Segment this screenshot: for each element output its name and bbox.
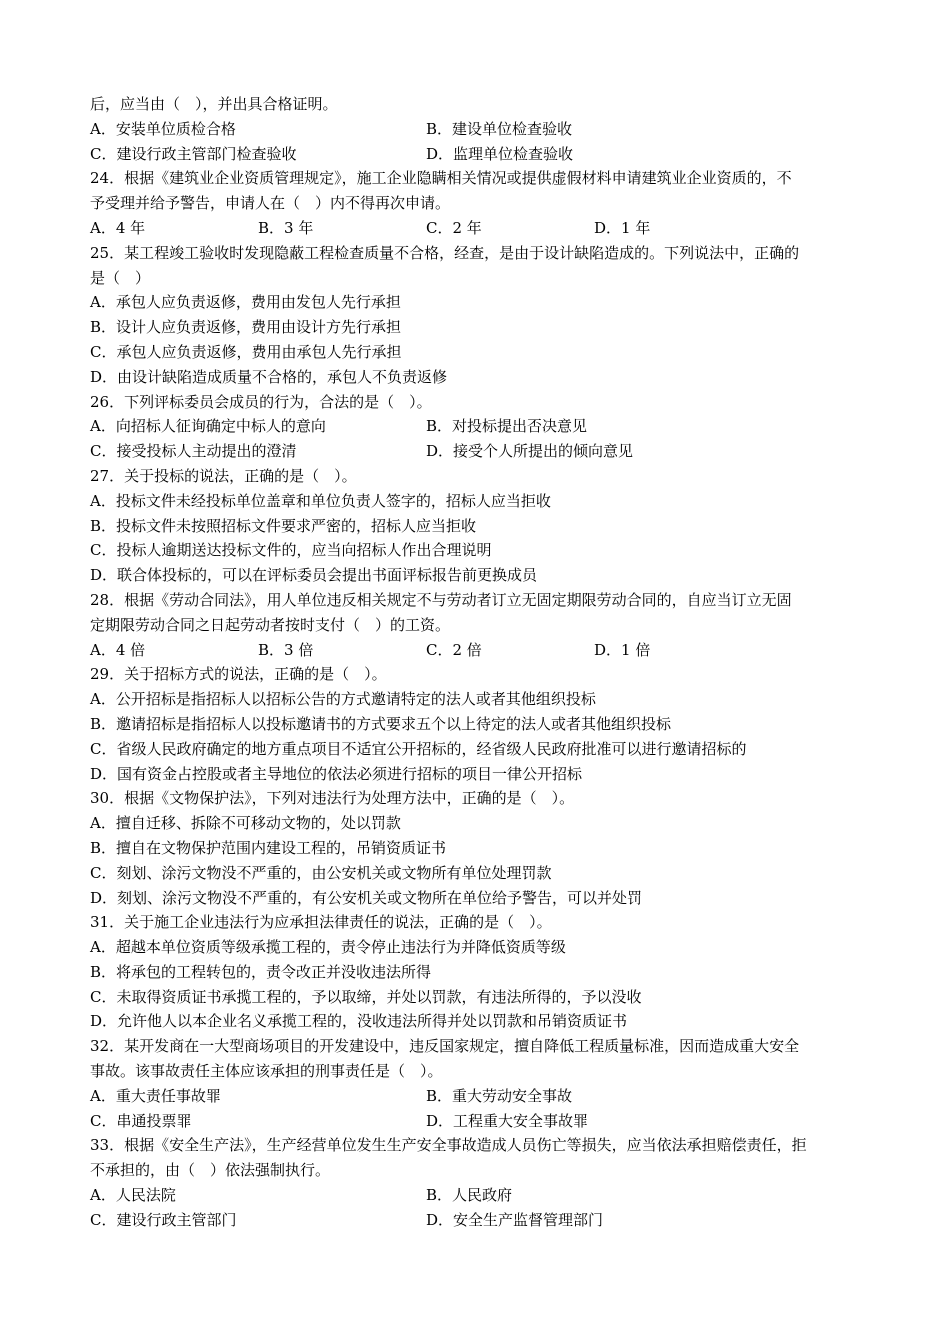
option-a: A．4 倍 (90, 640, 146, 659)
question-33-options-row-1 (90, 1183, 862, 1208)
option-d: D．由设计缺陷造成质量不合格的，承包人不负责返修 (90, 367, 448, 386)
option-c: C．建设行政主管部门检查验收 (90, 144, 297, 163)
option-b: B．将承包的工程转包的，责令改正并没收违法所得 (90, 962, 432, 981)
question-32-stem: 32．某开发商在一大型商场项目的开发建设中，违反国家规定，擅自降低工程质量标准，因而造成重大安全 (90, 1037, 800, 1056)
option-a: A．投标文件未经投标单位盖章和单位负责人签字的，招标人应当拒收 (90, 491, 551, 510)
option-a: A．承包人应负责返修，费用由发包人先行承担 (90, 293, 401, 312)
option-b: B．重大劳动安全事故 (426, 1086, 573, 1105)
option-c: C．未取得资质证书承揽工程的，予以取缔，并处以罚款，有违法所得的，予以没收 (90, 987, 642, 1006)
option-c: C．承包人应负责返修，费用由承包人先行承担 (90, 342, 402, 361)
question-32-options-row-2 (90, 1109, 862, 1134)
question-24-stem-cont: 予受理并给予警告，申请人在（ ）内不得再次申请。 (90, 194, 451, 213)
question-23-options-row-1 (90, 117, 862, 142)
question-28-options (90, 638, 862, 663)
option-a: A．公开招标是指招标人以招标公告的方式邀请特定的法人或者其他组织投标 (90, 690, 596, 709)
option-b: B．邀请招标是指招标人以投标邀请书的方式要求五个以上待定的法人或者其他组织投标 (90, 714, 672, 733)
question-29-stem: 29．关于招标方式的说法，正确的是（ ）。 (90, 665, 387, 684)
question-25-stem: 25．某工程竣工验收时发现隐蔽工程检查质量不合格，经查，是由于设计缺陷造成的。下列说法中，正确的 (90, 243, 800, 262)
option-d: D．1 倍 (594, 640, 651, 659)
question-24-stem: 24．根据《建筑业企业资质管理规定》，施工企业隐瞒相关情况或提供虚假材料申请建筑业企业资质的，不 (90, 169, 792, 188)
option-d: D．联合体投标的，可以在评标委员会提出书面评标报告前更换成员 (90, 566, 538, 585)
option-b: B．3 倍 (258, 640, 314, 659)
option-d: D．1 年 (594, 218, 651, 237)
question-26-options-row-2 (90, 439, 862, 464)
question-32-options-row-1 (90, 1084, 862, 1109)
option-d: D．监理单位检查验收 (426, 144, 574, 163)
option-b: B．擅自在文物保护范围内建设工程的，吊销资质证书 (90, 838, 447, 857)
option-b: B．对投标提出否决意见 (426, 417, 588, 436)
option-b: B．3 年 (258, 218, 314, 237)
option-c: C．刻划、涂污文物没不严重的，由公安机关或文物所有单位处理罚款 (90, 863, 552, 882)
option-a: A．向招标人征询确定中标人的意向 (90, 417, 326, 436)
option-a: A．4 年 (90, 218, 146, 237)
option-b: B．建设单位检查验收 (426, 119, 573, 138)
option-d: D．接受个人所提出的倾向意见 (426, 442, 634, 461)
question-33-stem-cont: 不承担的，由（ ）依法强制执行。 (90, 1161, 331, 1180)
question-26-options-row-1 (90, 414, 862, 439)
option-c: C．省级人民政府确定的地方重点项目不适宜公开招标的，经省级人民政府批准可以进行邀请招标的 (90, 739, 747, 758)
option-d: D．允许他人以本企业名义承揽工程的，没收违法所得并处以罚款和吊销资质证书 (90, 1012, 628, 1031)
option-a: A．人民法院 (90, 1186, 176, 1205)
option-d: D．工程重大安全事故罪 (426, 1111, 589, 1130)
question-26-stem: 26．下列评标委员会成员的行为，合法的是（ ）。 (90, 392, 432, 411)
exam-page (90, 92, 862, 1233)
option-c: C．接受投标人主动提出的澄清 (90, 442, 297, 461)
option-c: C．2 年 (426, 218, 482, 237)
option-c: C．投标人逾期送达投标文件的，应当向招标人作出合理说明 (90, 541, 492, 560)
option-d: D．刻划、涂污文物没不严重的，有公安机关或文物所在单位给予警告，可以并处罚 (90, 888, 643, 907)
option-a: A．擅自迁移、拆除不可移动文物的，处以罚款 (90, 814, 401, 833)
option-c: C．串通投票罪 (90, 1111, 192, 1130)
option-a: A．重大责任事故罪 (90, 1086, 221, 1105)
question-28-stem: 28．根据《劳动合同法》，用人单位违反相关规定不与劳动者订立无固定期限劳动合同的，自应当订立无固 (90, 590, 792, 609)
question-23-options-row-2 (90, 142, 862, 167)
option-b: B．投标文件未按照招标文件要求严密的，招标人应当拒收 (90, 516, 477, 535)
question-32-stem-cont: 事故。该事故责任主体应该承担的刑事责任是（ ）。 (90, 1062, 443, 1081)
question-33-options-row-2 (90, 1208, 862, 1233)
question-24-options (90, 216, 862, 241)
question-28-stem-cont: 定期限劳动合同之日起劳动者按时支付（ ）的工资。 (90, 615, 451, 634)
question-25-stem-cont: 是（ ） (90, 268, 151, 287)
question-23-stem: 后，应当由（ ），并出具合格证明。 (90, 95, 338, 113)
question-30-stem: 30．根据《文物保护法》，下列对违法行为处理方法中，正确的是（ ）。 (90, 789, 575, 808)
question-33-stem: 33．根据《安全生产法》，生产经营单位发生生产安全事故造成人员伤亡等损失，应当依法承担赔偿责任，拒 (90, 1136, 807, 1155)
option-a: A．超越本单位资质等级承揽工程的，责令停止违法行为并降低资质等级 (90, 938, 566, 957)
option-d: D．国有资金占控股或者主导地位的依法必须进行招标的项目一律公开招标 (90, 764, 583, 783)
option-d: D．安全生产监督管理部门 (426, 1210, 604, 1229)
option-a: A．安装单位质检合格 (90, 119, 236, 138)
question-31-stem: 31．关于施工企业违法行为应承担法律责任的说法，正确的是（ ）。 (90, 913, 552, 932)
option-c: C．2 倍 (426, 640, 482, 659)
question-27-stem: 27．关于投标的说法，正确的是（ ）。 (90, 466, 357, 485)
option-c: C．建设行政主管部门 (90, 1210, 237, 1229)
option-b: B．人民政府 (426, 1186, 513, 1205)
option-b: B．设计人应负责返修，费用由设计方先行承担 (90, 318, 402, 337)
